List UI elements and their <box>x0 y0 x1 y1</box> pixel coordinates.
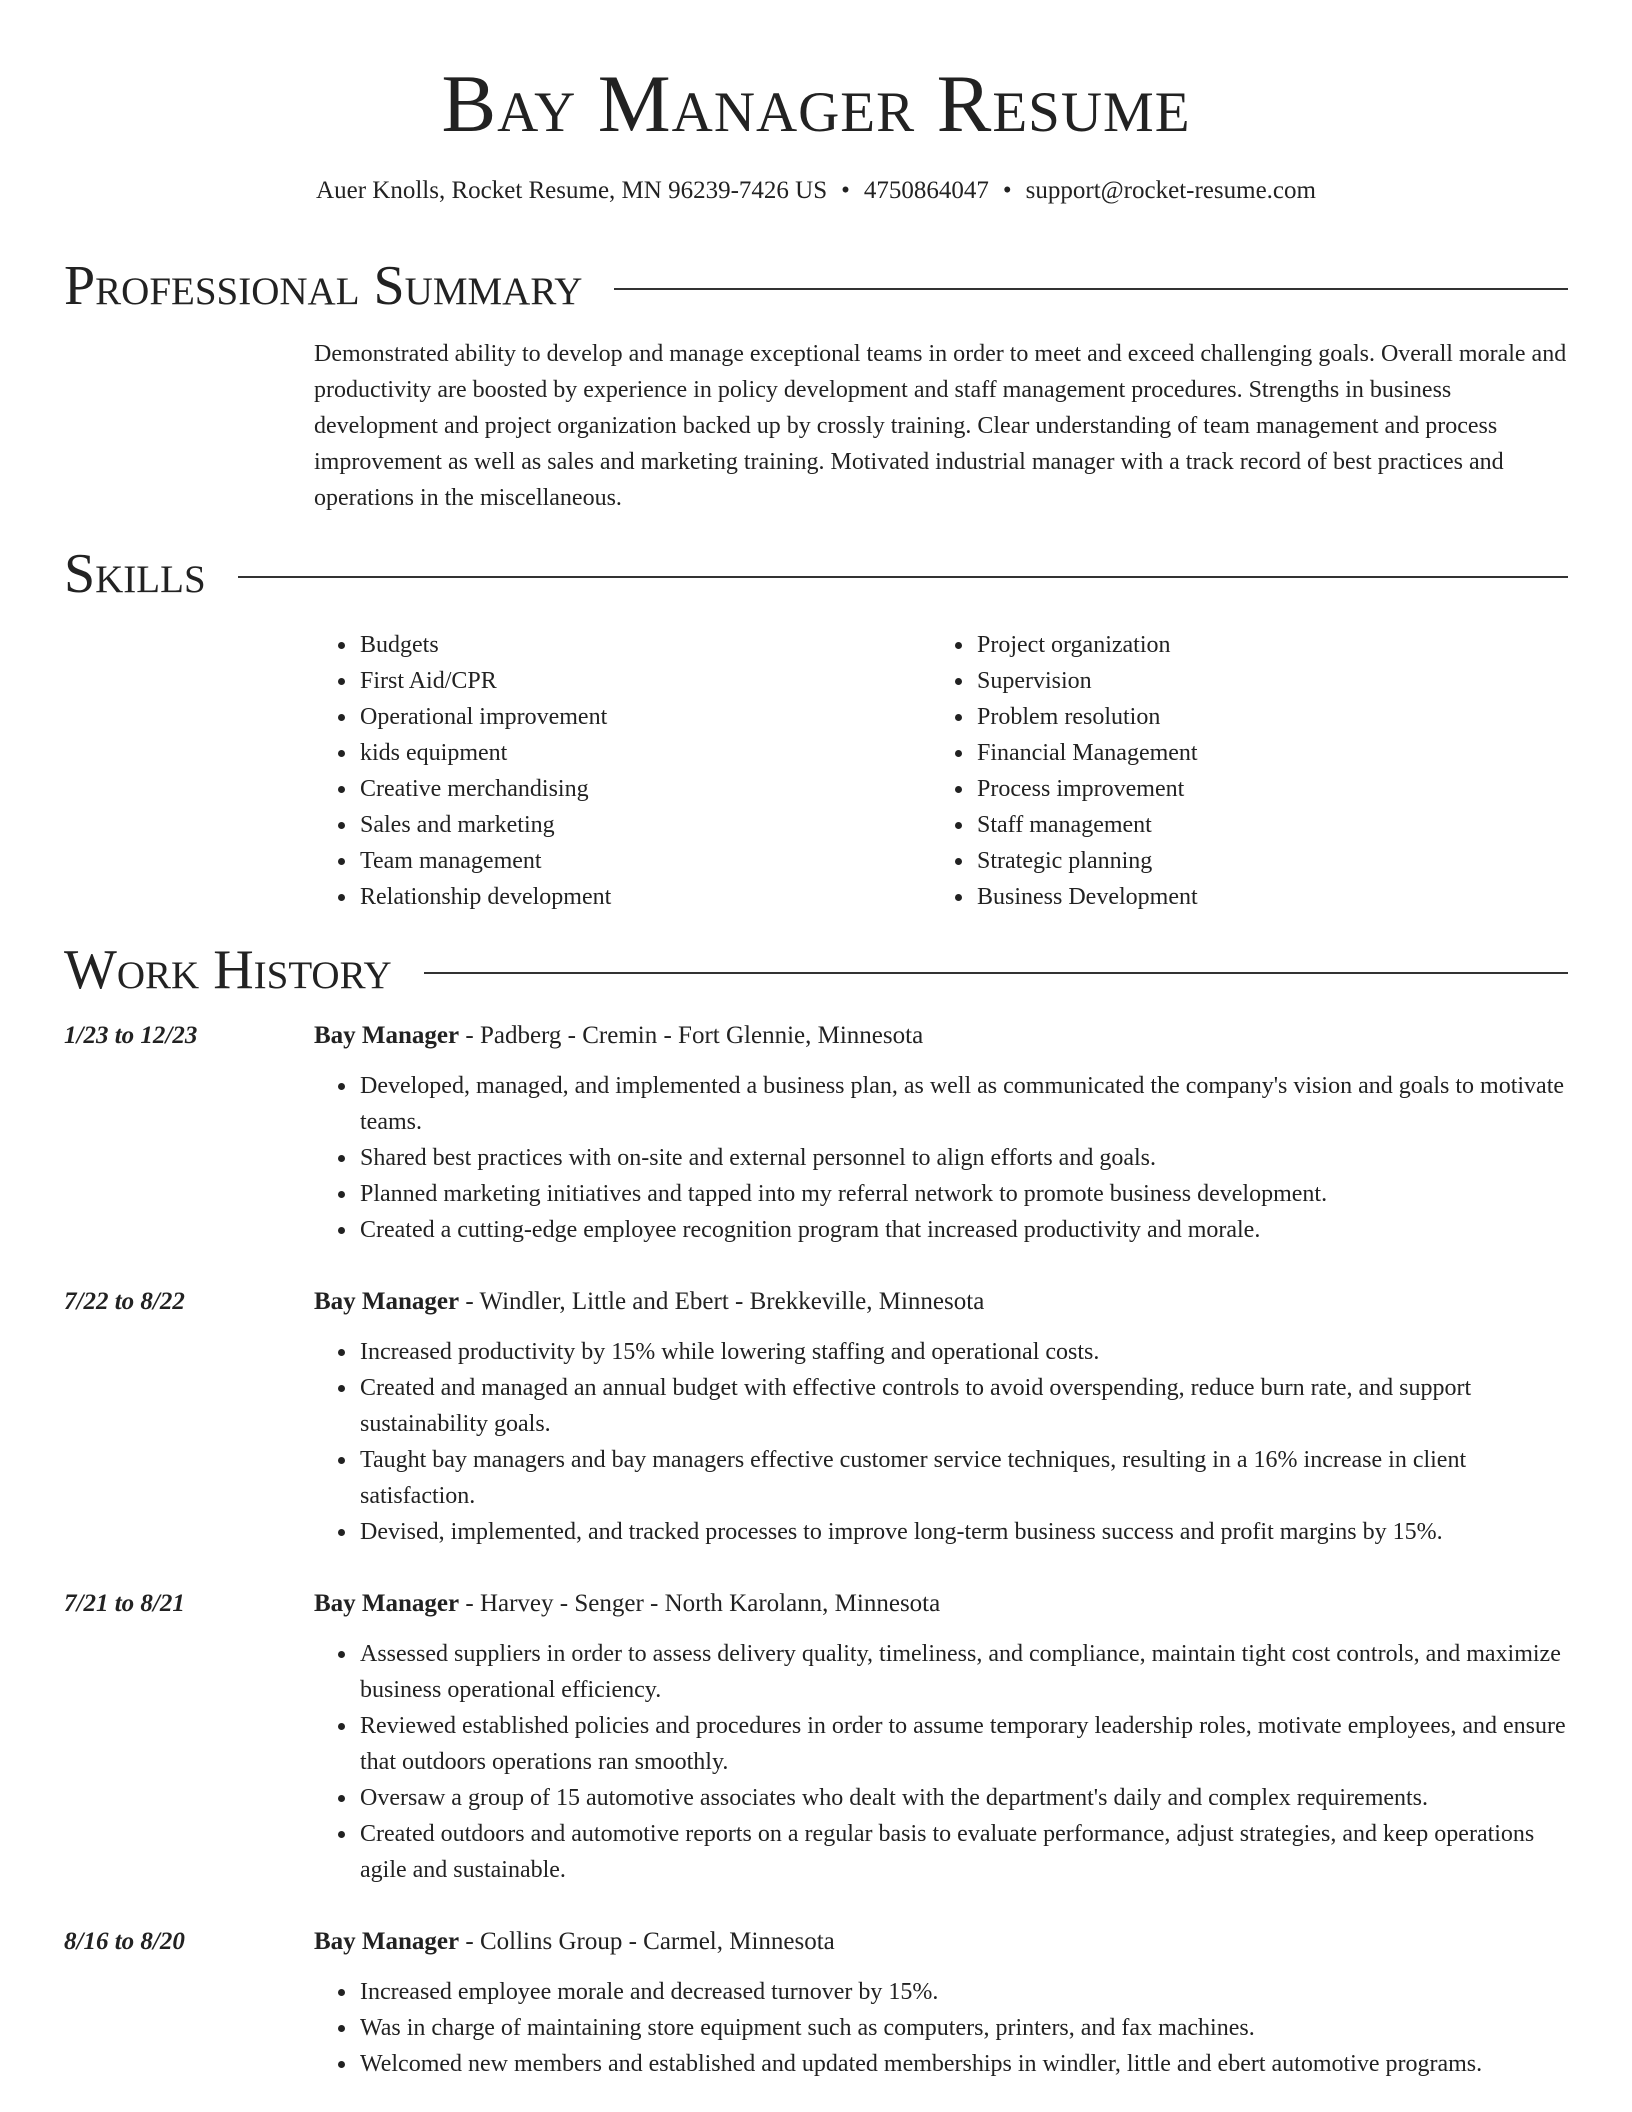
job-title: Bay Manager <box>314 1928 460 1955</box>
job-title: Bay Manager <box>314 1022 460 1049</box>
skill-item: • Business Development <box>975 879 1535 915</box>
job-employer: - Collins Group - Carmel, Minnesota <box>459 1928 835 1955</box>
skill-item: • Budgets <box>358 627 918 663</box>
job-bullet: • Devised, implemented, and tracked processes to improve long-term business success and profit margins by 15%. <box>358 1514 1568 1550</box>
job-heading <box>314 1284 1568 1320</box>
job-bullet: • Increased employee morale and decreased turnover by 15%. <box>358 1974 1568 2010</box>
job-employer: - Padberg - Cremin - Fort Glennie, Minnesota <box>459 1022 924 1049</box>
job-employer: - Harvey - Senger - North Karolann, Minnesota <box>459 1590 941 1617</box>
skill-item: • Staff management <box>975 807 1535 843</box>
job-bullet: • Reviewed established policies and procedures in order to assume temporary leadership roles, motivate employees, and ensure that outdoors operations ran smoothly. <box>358 1708 1568 1780</box>
job-bullet: • Developed, managed, and implemented a business plan, as well as communicated the company's vision and goals to motivate teams. <box>358 1068 1568 1140</box>
section-title-skills: Skills <box>64 543 206 605</box>
skill-item: • Problem resolution <box>975 699 1535 735</box>
section-header-skills <box>64 544 1568 604</box>
job-bullet: • Welcomed new members and established and updated memberships in windler, little and ebert automotive programs. <box>358 2046 1568 2082</box>
job-bullet: • Taught bay managers and bay managers effective customer service techniques, resulting in a 16% increase in client satisfaction. <box>358 1442 1568 1514</box>
skill-item: • Sales and marketing <box>358 807 918 843</box>
section-divider <box>614 288 1568 290</box>
skill-item: • First Aid/CPR <box>358 663 918 699</box>
skill-item: • Creative merchandising <box>358 771 918 807</box>
contact-address: Auer Knolls, Rocket Resume, MN 96239-7426 US <box>316 177 828 204</box>
skill-item: • Relationship development <box>358 879 918 915</box>
skill-item: • Strategic planning <box>975 843 1535 879</box>
job-bullet: • Created and managed an annual budget with effective controls to avoid overspending, reduce burn rate, and support sustainability goals. <box>358 1370 1568 1442</box>
job-title: Bay Manager <box>314 1288 460 1315</box>
skill-item: • Process improvement <box>975 771 1535 807</box>
section-title-work-history: Work History <box>64 939 392 1001</box>
job-title: Bay Manager <box>314 1590 460 1617</box>
job-bullets <box>314 1068 1568 1248</box>
job-employer: - Windler, Little and Ebert - Brekkeville, Minnesota <box>459 1288 985 1315</box>
job-dates: 7/21 to 8/21 <box>64 1590 185 1617</box>
job-bullet: • Created outdoors and automotive reports on a regular basis to evaluate performance, adjust strategies, and keep operations agile and sustainable. <box>358 1816 1568 1888</box>
skill-item: • Supervision <box>975 663 1535 699</box>
job-bullet: • Planned marketing initiatives and tapped into my referral network to promote business development. <box>358 1176 1568 1212</box>
contact-phone: 4750864047 <box>863 177 989 204</box>
job-bullet: • Oversaw a group of 15 automotive associates who dealt with the department's daily and complex requirements. <box>358 1780 1568 1816</box>
job-bullet: • Created a cutting-edge employee recognition program that increased productivity and morale. <box>358 1212 1568 1248</box>
job-bullets <box>314 1636 1568 1888</box>
job-dates: 1/23 to 12/23 <box>64 1022 198 1049</box>
resume-title: Bay Manager Resume <box>441 58 1191 149</box>
section-header-summary <box>64 256 1568 316</box>
job-heading <box>314 1018 1568 1054</box>
job-bullets <box>314 1334 1568 1550</box>
job-bullet: • Shared best practices with on-site and external personnel to align efforts and goals. <box>358 1140 1568 1176</box>
job-bullets <box>314 1974 1568 2082</box>
contact-line <box>0 174 1632 208</box>
section-title-summary: Professional Summary <box>64 255 583 317</box>
job-heading <box>314 1586 1568 1622</box>
skills-list-left <box>314 627 918 915</box>
skill-item: • kids equipment <box>358 735 918 771</box>
skill-item: • Financial Management <box>975 735 1535 771</box>
section-divider <box>424 972 1568 974</box>
job-bullet: • Increased productivity by 15% while lowering staffing and operational costs. <box>358 1334 1568 1370</box>
section-divider <box>238 576 1568 578</box>
job-dates: 8/16 to 8/20 <box>64 1928 185 1955</box>
job-dates: 7/22 to 8/22 <box>64 1288 185 1315</box>
skill-item: • Team management <box>358 843 918 879</box>
contact-separator: • <box>1002 177 1012 204</box>
professional-summary-text: Demonstrated ability to develop and manage exceptional teams in order to meet and exceed challenging goals. Overall morale and productivity are boosted by experience in policy development and staff management procedures. Strengths in business development and project organization backed up by crossly training. Clear understanding of team management and process improvement as well as sales and marketing training. Motivated industrial manager with a track record of best practices and operations in the miscellaneous. <box>314 341 1567 511</box>
skill-item: • Operational improvement <box>358 699 918 735</box>
job-bullet: • Assessed suppliers in order to assess delivery quality, timeliness, and compliance, maintain tight cost controls, and maximize business operational efficiency. <box>358 1636 1568 1708</box>
skill-item: • Project organization <box>975 627 1535 663</box>
contact-email: support@rocket-resume.com <box>1025 177 1316 204</box>
skills-list-right <box>931 627 1535 915</box>
section-header-work-history <box>64 940 1568 1000</box>
job-bullet: • Was in charge of maintaining store equipment such as computers, printers, and fax machines. <box>358 2010 1568 2046</box>
job-heading <box>314 1924 1568 1960</box>
contact-separator: • <box>841 177 850 204</box>
